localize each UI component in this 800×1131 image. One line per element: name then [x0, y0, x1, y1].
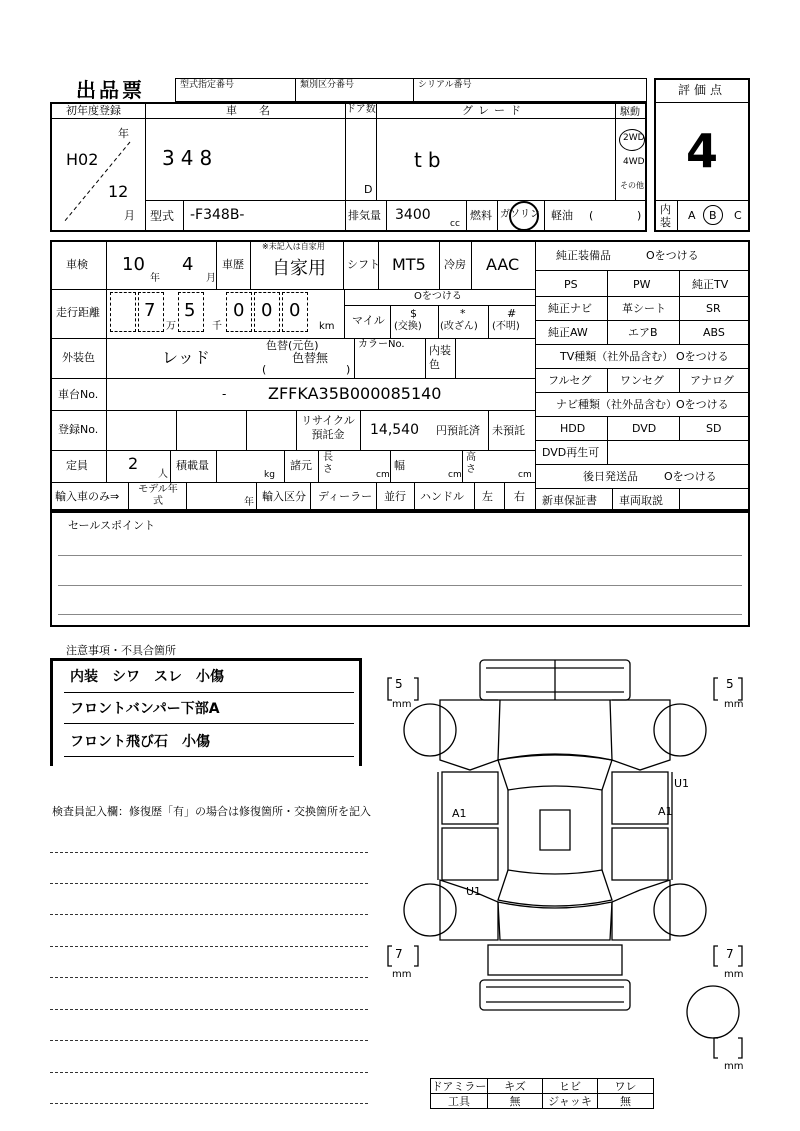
first-reg-slash — [60, 140, 135, 225]
exterior-value: レッド — [162, 348, 210, 367]
legend-cell: 無 — [597, 1093, 654, 1109]
form-title: 出品票 — [76, 78, 145, 102]
mileage-label: 走行距離 — [56, 306, 100, 319]
later-title: 後日発送品 — [583, 470, 638, 483]
door-count-label: ドア数 — [346, 104, 376, 115]
ac-label: 冷房 — [444, 258, 466, 271]
mile-star: * — [460, 307, 466, 320]
exterior-label: 外装色 — [62, 351, 95, 364]
equip-item: エアB — [628, 326, 658, 339]
tv-item: ワンセグ — [620, 374, 664, 387]
mile-hash: # — [507, 307, 517, 320]
width-label: 幅 — [394, 459, 405, 472]
equip-item: ABS — [703, 326, 725, 339]
interior-color-label: 内装色 — [429, 344, 451, 371]
tread-mm: mm — [392, 969, 412, 980]
load-unit: kg — [264, 470, 275, 480]
import-dealer: ディーラー — [318, 490, 373, 503]
note-line: フロント飛び石 小傷 — [70, 734, 210, 750]
grade-label: グレード — [462, 104, 526, 117]
import-only-label: 輸入車のみ⇒ — [55, 490, 120, 503]
mile-star-sub: (改ざん) — [440, 321, 478, 332]
drive-label: 駆動 — [620, 107, 640, 118]
import-parallel: 並行 — [384, 490, 406, 503]
capacity-unit: 人 — [158, 469, 168, 480]
first-reg-label: 初年度登録 — [66, 104, 121, 117]
color-no-label: カラーNo. — [358, 339, 405, 350]
tv-item: フルセグ — [548, 374, 592, 387]
tread-mm: mm — [724, 1061, 744, 1072]
first-reg-month-unit: 月 — [124, 209, 135, 222]
equip-item: SR — [706, 302, 721, 315]
mile-dollar-sub: (交換) — [394, 321, 422, 332]
navi-item: SD — [706, 422, 722, 435]
legend-cell: ヒビ — [542, 1078, 598, 1094]
equip-item: 純正TV — [692, 278, 729, 291]
recycle-value: 14,540 — [370, 422, 419, 438]
legend-cell: ドアミラー — [431, 1080, 487, 1093]
mileage-digit: 0 — [289, 300, 301, 321]
first-reg-month: 12 — [108, 182, 129, 201]
damage-mark-right-front: U1 — [674, 777, 690, 790]
inspection-label: 車検 — [66, 258, 88, 271]
mile-dollar: $ — [410, 307, 417, 320]
history-note: ※未記入は自家用 — [262, 242, 325, 251]
recycle-done: 円預託済 — [436, 424, 480, 437]
drive-other: その他 — [620, 181, 644, 190]
tread-rear-right: 7 — [726, 947, 734, 961]
damage-mark-right-door: A1 — [658, 805, 673, 818]
later-item: 車両取説 — [619, 494, 663, 507]
inspection-month: 4 — [182, 254, 194, 275]
model-year-unit: 年 — [244, 497, 254, 508]
reg-no-label: 登録No. — [58, 423, 99, 436]
shift-label: シフト — [347, 258, 380, 271]
recycle-label: リサイクル預託金 — [301, 414, 355, 441]
first-reg-year-unit: 年 — [118, 127, 129, 140]
note-line: フロントバンパー下部A — [70, 701, 220, 717]
load-label: 積載量 — [176, 459, 209, 472]
navi-note: Oをつける — [676, 398, 729, 411]
height-label: 高さ — [466, 452, 476, 475]
mileage-sen-unit: 千 — [212, 321, 222, 332]
navi-title: ナビ種類（社外品含む） — [556, 398, 677, 411]
tread-rear-left: 7 — [395, 947, 403, 961]
inspection-month-unit: 月 — [206, 273, 216, 284]
ac-value: AAC — [486, 255, 520, 274]
dims-label: 諸元 — [290, 459, 312, 472]
later-note: Oをつける — [664, 470, 717, 483]
fuel-diesel: 軽油 — [551, 209, 573, 222]
fuel-gasoline-circle — [509, 201, 539, 231]
interior-grade-label: 内装 — [660, 203, 671, 229]
navi-item: HDD — [560, 422, 586, 435]
legend-cell: ワレ — [597, 1078, 654, 1094]
interior-grade-c: C — [734, 209, 742, 222]
model-value: -F348B- — [190, 207, 245, 223]
mileage-digit: 0 — [261, 300, 273, 321]
capacity-label: 定員 — [66, 459, 88, 472]
recycle-not: 未預託 — [492, 424, 525, 437]
height-unit: cm — [518, 470, 532, 480]
fuel-gasoline: ガソリン — [500, 209, 540, 220]
tread-mm: mm — [724, 699, 744, 710]
width-unit: cm — [448, 470, 462, 480]
mileage-box-1 — [110, 292, 136, 332]
later-item: 新車保証書 — [542, 494, 597, 507]
score-value: 4 — [686, 124, 719, 178]
fuel-label: 燃料 — [470, 209, 492, 222]
length-unit: cm — [376, 470, 390, 480]
drive-2wd: 2WD — [623, 133, 645, 143]
legend-cell: 無 — [487, 1093, 543, 1109]
handle-left: 左 — [482, 490, 493, 503]
door-suffix: D — [364, 183, 373, 196]
damage-mark-left-rear: U1 — [466, 885, 482, 898]
repaint-value: 色替無 — [292, 351, 329, 365]
car-damage-diagram — [380, 640, 760, 1080]
navi-item: DVD — [632, 422, 657, 435]
mileage-digit: 0 — [233, 300, 245, 321]
model-year-label: モデル年式 — [138, 484, 178, 507]
mileage-digit: 5 — [184, 300, 196, 321]
length-label: 長さ — [323, 452, 333, 475]
history-label: 車歴 — [222, 258, 244, 271]
fuel-paren-close: ) — [637, 209, 642, 222]
inspection-year: 10 — [122, 254, 145, 275]
score-label: 評価点 — [678, 83, 727, 97]
type-designation-label: 型式指定番号 — [180, 80, 235, 90]
shift-value: MT5 — [392, 255, 426, 274]
repaint-label: 色替(元色) — [266, 339, 319, 352]
repaint-paren-open: ( — [262, 363, 267, 376]
car-name-value: 348 — [162, 146, 219, 170]
equip-title: 純正装備品 — [556, 249, 611, 262]
mileage-digit: 7 — [144, 300, 156, 321]
chassis-label: 車台No. — [58, 388, 99, 401]
displacement-value: 3400 — [395, 207, 431, 223]
equip-note: Oをつける — [646, 249, 699, 262]
tread-mm: mm — [724, 969, 744, 980]
drive-2wd-circle — [619, 129, 645, 151]
note-line: 内装 シワ スレ 小傷 — [70, 669, 224, 685]
interior-grade-circle — [703, 205, 723, 225]
tv-item: アナログ — [690, 374, 734, 387]
model-label: 型式 — [150, 209, 175, 223]
sales-point-label: セールスポイント — [68, 519, 156, 532]
handle-label: ハンドル — [420, 490, 464, 503]
tread-front-left: 5 — [395, 677, 403, 691]
dvd-play: DVD再生可 — [542, 446, 600, 459]
interior-grade-b: B — [709, 209, 717, 222]
capacity-value: 2 — [128, 454, 139, 473]
first-reg-era-year: H02 — [66, 150, 99, 169]
mileage-man-unit: 万 — [166, 321, 176, 332]
legend-cell: ジャッキ — [542, 1093, 598, 1109]
notes-title: 注意事項・不具合箇所 — [66, 644, 176, 657]
displacement-unit: cc — [450, 219, 460, 229]
tread-mm: mm — [392, 699, 412, 710]
mileage-km-unit: km — [319, 321, 335, 332]
mile-hash-sub: (不明) — [492, 321, 520, 332]
equip-item: PW — [633, 278, 651, 291]
displacement-label: 排気量 — [348, 209, 381, 222]
interior-grade-a: A — [688, 209, 696, 222]
import-type-label: 輸入区分 — [262, 490, 306, 503]
damage-mark-left-door: A1 — [452, 807, 467, 820]
chassis-value: ZFFKA35B000085140 — [268, 384, 442, 403]
legend-cell: キズ — [487, 1078, 543, 1094]
car-name-label: 車名 — [226, 104, 292, 117]
legend-cell: 工具 — [430, 1093, 488, 1109]
mileage-circle-note: Oをつける — [414, 291, 462, 302]
handle-right: 右 — [514, 490, 525, 503]
repaint-paren-close: ) — [346, 363, 351, 376]
tv-note: Oをつける — [676, 350, 729, 363]
header-ids-box — [175, 78, 647, 102]
inspection-year-unit: 年 — [150, 273, 160, 284]
chassis-dash: - — [222, 387, 227, 401]
grade-value: tb — [414, 148, 447, 172]
tread-front-right: 5 — [726, 677, 734, 691]
equip-item: 革シート — [622, 302, 666, 315]
equip-item: PS — [564, 278, 578, 291]
drive-4wd: 4WD — [623, 157, 645, 167]
fuel-paren-open: ( — [589, 209, 594, 222]
equip-item: 純正ナビ — [548, 302, 592, 315]
mile-option: マイル — [352, 314, 385, 327]
serial-label: シリアル番号 — [418, 80, 472, 90]
history-value: 自家用 — [272, 258, 326, 279]
tv-title: TV種類（社外品含む） — [560, 350, 674, 363]
inspector-label: 検査員記入欄：修復歴「有」の場合は修復箇所・交換箇所を記入 — [52, 805, 371, 818]
category-label: 類別区分番号 — [300, 80, 355, 90]
equip-item: 純正AW — [548, 326, 588, 339]
